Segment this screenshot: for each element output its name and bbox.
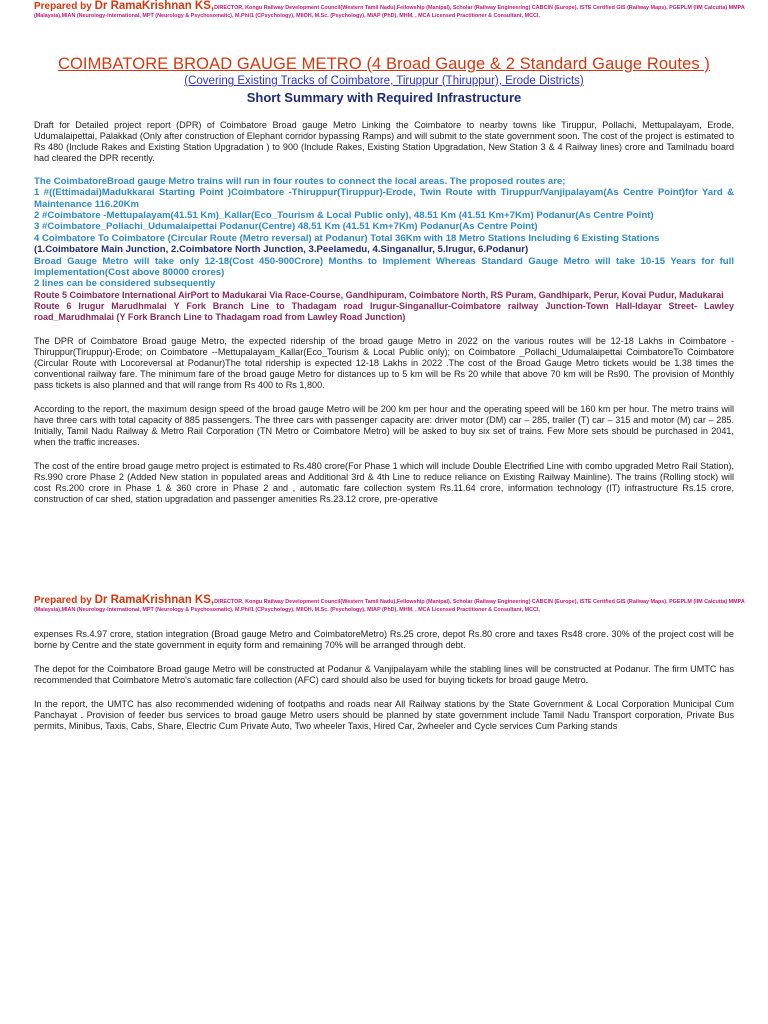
author-name: Dr RamaKrishnan KS bbox=[94, 594, 211, 606]
author-credentials: DIRECTOR, Kongu Railway Development Council(Western Tamil Nadu),Fellowship (Manipal), Scholar (Railway Engineering) CABCIN (Europe), ISTE Certified GIS (Railway Maps), PGEPLM (IIM Calcutta) MMPA (Malaysia),MIAN (Neurology-International, MPT (Neurology & Psychosomatic), M.Phil1 (CPsychology), MIIOH, M.Sc. (Psychology), MIAP (PhD), MHM, , MCA Licensed Practitioner & Consultant, MCCI, bbox=[34, 599, 745, 614]
route-2: 2 #Coimbatore -Mettupalayam(41.51 Km)_Kallar(Eco_Tourism & Local Public only), 48.51 Km (41.51 Km+7Km) Podanur(As Centre Point) bbox=[34, 210, 654, 222]
author-name: Dr RamaKrishnan KS bbox=[94, 0, 211, 12]
prepared-by-label: Prepared by bbox=[34, 595, 95, 606]
route-6: Route 6 Irugur Marudhmalai Y Fork Branch Line to Thadagam road Irugur-Singanallur-Coimbatore railway Junction-Town Hall-Idayar Street- Lawley road_Marudhmalai (Y Fork Branch Line to Thadagam road from Lawley Road Junction) bbox=[34, 300, 734, 322]
dpr-paragraph: The DPR of Coimbatore Broad gauge Metro, the expected ridership of the broad gauge Metro in 2022 on the various routes will be 12-18 Lakhs in Coimbatore -Thiruppur(Tiruppur)-Erode; on Coimbatore --Mettupalayam_Kallar(Eco_Tourism & Local Public only); on Coimbatore _Pollachi_Udumalaipettai CoimbatoreTo Coimbatore (Circular Route with Locoreversal at Podanur)The total ridership is expected 12-18 Lakhs in 2022 .The cost of the Broad Gauge Metro tickets would be 1.38 times the conventional railway fare. The minimum fare of the broad gauge Metro for distances up to 5 km will be Rs 20 while that above 70 km will be Rs90. The provision of Monthly pass tickets is also planned and that will range from Rs 400 to Rs 1,800. bbox=[34, 335, 734, 390]
prepared-by-label: Prepared by bbox=[34, 1, 95, 12]
routes-lead: The CoimbatoreBroad gauge Metro trains will run in four routes to connect the local areas. The proposed routes are; bbox=[34, 175, 566, 187]
section-heading: Short Summary with Required Infrastructure bbox=[246, 89, 522, 105]
expenses-paragraph: expenses Rs.4.97 crore, station integration (Broad gauge Metro and CoimbatoreMetro) Rs.25 crore, depot Rs.80 crore and taxes Rs48 crore. 30% of the project cost will be borne by Centre and the state government in equity form and remaining 70% will be arranged through debt. bbox=[34, 628, 734, 650]
route-1: 1 #((Ettimadai)Madukkarai Starting Point )Coimbatore -Thiruppur(Tiruppur)-Erode, Twin Route with Tiruppur/Vanjipalayam(As Centre Point)for Yard & Maintenance 116.20Km bbox=[34, 187, 734, 210]
speed-paragraph: According to the report, the maximum design speed of the broad gauge Metro will be 200 km per hour and the operating speed will be 160 km per hour. The metro trains will have three cars with total capacity of 885 passengers. The three cars with passenger capacity are: driver motor (DM) car – 285, trailer (T) car – 315 and motor (M) car – 285. Initially, Tamil Nadu Railway & Metro Rail Corporation (TN Metro or Coimbatore Metro) will be asked to buy six set of trains. Few More sets should be purchased in 2041, when the traffic increases. bbox=[34, 403, 734, 447]
two-lines-note: 2 lines can be considered subsequently bbox=[34, 278, 216, 290]
intro-paragraph: Draft for Detailed project report (DPR) of Coimbatore Broad gauge Metro Linking the Coimbatore to nearby towns like Tiruppur, Pollachi, Mettupalayam, Erode, Udumalaipettai, Palakkad (Only after construction of Elephant corridor bypassing Ramps) and will submit to the state government soon. The cost of the project is estimated to Rs 480 (Include Rakes and Existing Station Upgradation ) to 900 (Include Rakes, Existing Station Upgradation, New Station 3 & 4 Railway lines) crore and Tamilnadu board had cleared the DPR recently. bbox=[34, 119, 734, 163]
depot-paragraph: The depot for the Coimbatore Broad gauge Metro will be constructed at Podanur & Vanjipalayam while the stabling lines will be constructed at Podanur. The firm UMTC has recommended that Coimbatore Metro's automatic fare collection (AFC) card should also be used for buying tickets for broad gauge Metro. bbox=[34, 663, 734, 685]
umtc-paragraph: In the report, the UMTC has also recommended widening of footpaths and roads near All Railway stations by the State Government & Local Corporation Municipal Cum Panchayat . Provision of feeder bus services to broad gauge Metro users should be planned by state government include Tamil Nadu Transport corporation, Private Bus permits, Minibus, Taxis, Cabs, Share, Electric Cum Private Auto, Two wheeler Taxis, Hired Car, 2wheeler and Cycle services Cum Parking stands bbox=[34, 698, 734, 731]
broad-gauge-note: Broad Gauge Metro will take only 12-18(Cost 450-900Crore) Months to Implement Whereas Standard Gauge Metro will take 10-15 Years for full implementation(Cost above 80000 crores) bbox=[34, 255, 734, 279]
document-subtitle[interactable]: (Covering Existing Tracks of Coimbatore, Tiruppur (Thiruppur), Erode Districts) bbox=[184, 74, 584, 87]
cost-paragraph: The cost of the entire broad gauge metro project is estimated to Rs.480 crore(For Phase 1 which will include Double Electrified Line with combo upgraded Metro Rail Station), Rs.990 crore Phase 2 (Added New station in populated areas and Additional 3rd & 4th Line to reduce reliance on Existing Railway Mainline). The trains (Rolling stock) will cost Rs.200 crore in Phase 1 & 360 crore in Phase 2 and , automatic fare collection system Rs.11.64 crore, information technology (IT) infrastructure Rs.15 crore, construction of car shed, station upgradation and passenger amenities Rs.23.12 crore, pre-operative bbox=[34, 460, 734, 504]
route-4: 4 Coimbatore To Coimbatore (Circular Route (Metro reversal) at Podanur) Total 36Km with 18 Metro Stations Including 6 Existing Stations bbox=[34, 232, 660, 244]
route-5: Route 5 Coimbatore International AirPort to Madukarai Via Race-Course, Gandhipuram, Coimbatore North, RS Puram, Gandhipark, Perur, Kovai Pudur, Madukarai bbox=[34, 289, 724, 300]
author-credentials: DIRECTOR, Kongu Railway Development Council(Western Tamil Nadu),Fellowship (Manipal), Scholar (Railway Engineering) CABCIN (Europe), ISTE Certified GIS (Railway Maps), PGEPLM (IIM Calcutta) MMPA (Malaysia),MIAN (Neurology-International, MPT (Neurology & Psychosomatic), M.Phil1 (CPsychology), MIIOH, M.Sc. (Psychology), MIAP (PhD), MHM, , MCA Licensed Practitioner & Consultant, MCCI, bbox=[34, 5, 745, 20]
document-page-2 bbox=[0, 594, 768, 1024]
route-4-stations: (1.Coimbatore Main Junction, 2.Coimbatore North Junction, 3.Peelamedu, 4.Singanallur, 5.Irugur, 6.Podanur) bbox=[34, 244, 529, 256]
route-3: 3 #Coimbatore_Pollachi_Udumalaipettai Podanur(Centre) 48.51 Km (41.51 Km+7Km) Podanur(As Centre Point) bbox=[34, 221, 538, 233]
page-header: Prepared by Dr RamaKrishnan KS,DIRECTOR, Kongu Railway Development Council(Western Tamil Nadu),Fellowship (Manipal), Scholar (Railway Engineering) CABCIN (Europe), ISTE Certified GIS (Railway Maps), PGEPLM (IIM Calcutta) MMPA (Malaysia),MIAN (Neurology-International, MPT (Neurology & Psychosomatic), M.Phil1 (CPsychology), MIIOH, M.Sc. (Psychology), MIAP (PhD), MHM, , MCA Licensed Practitioner & Consultant, MCCI, bbox=[34, 0, 745, 20]
page-header: Prepared by Dr RamaKrishnan KS,DIRECTOR, Kongu Railway Development Council(Western Tamil Nadu),Fellowship (Manipal), Scholar (Railway Engineering) CABCIN (Europe), ISTE Certified GIS (Railway Maps), PGEPLM (IIM Calcutta) MMPA (Malaysia),MIAN (Neurology-International, MPT (Neurology & Psychosomatic), M.Phil1 (CPsychology), MIIOH, M.Sc. (Psychology), MIAP (PhD), MHM, , MCA Licensed Practitioner & Consultant, MCCI, bbox=[34, 594, 745, 614]
document-title: COIMBATORE BROAD GAUGE METRO (4 Broad Gauge & 2 Standard Gauge Routes ) bbox=[57, 54, 711, 73]
routes-block bbox=[34, 176, 734, 323]
